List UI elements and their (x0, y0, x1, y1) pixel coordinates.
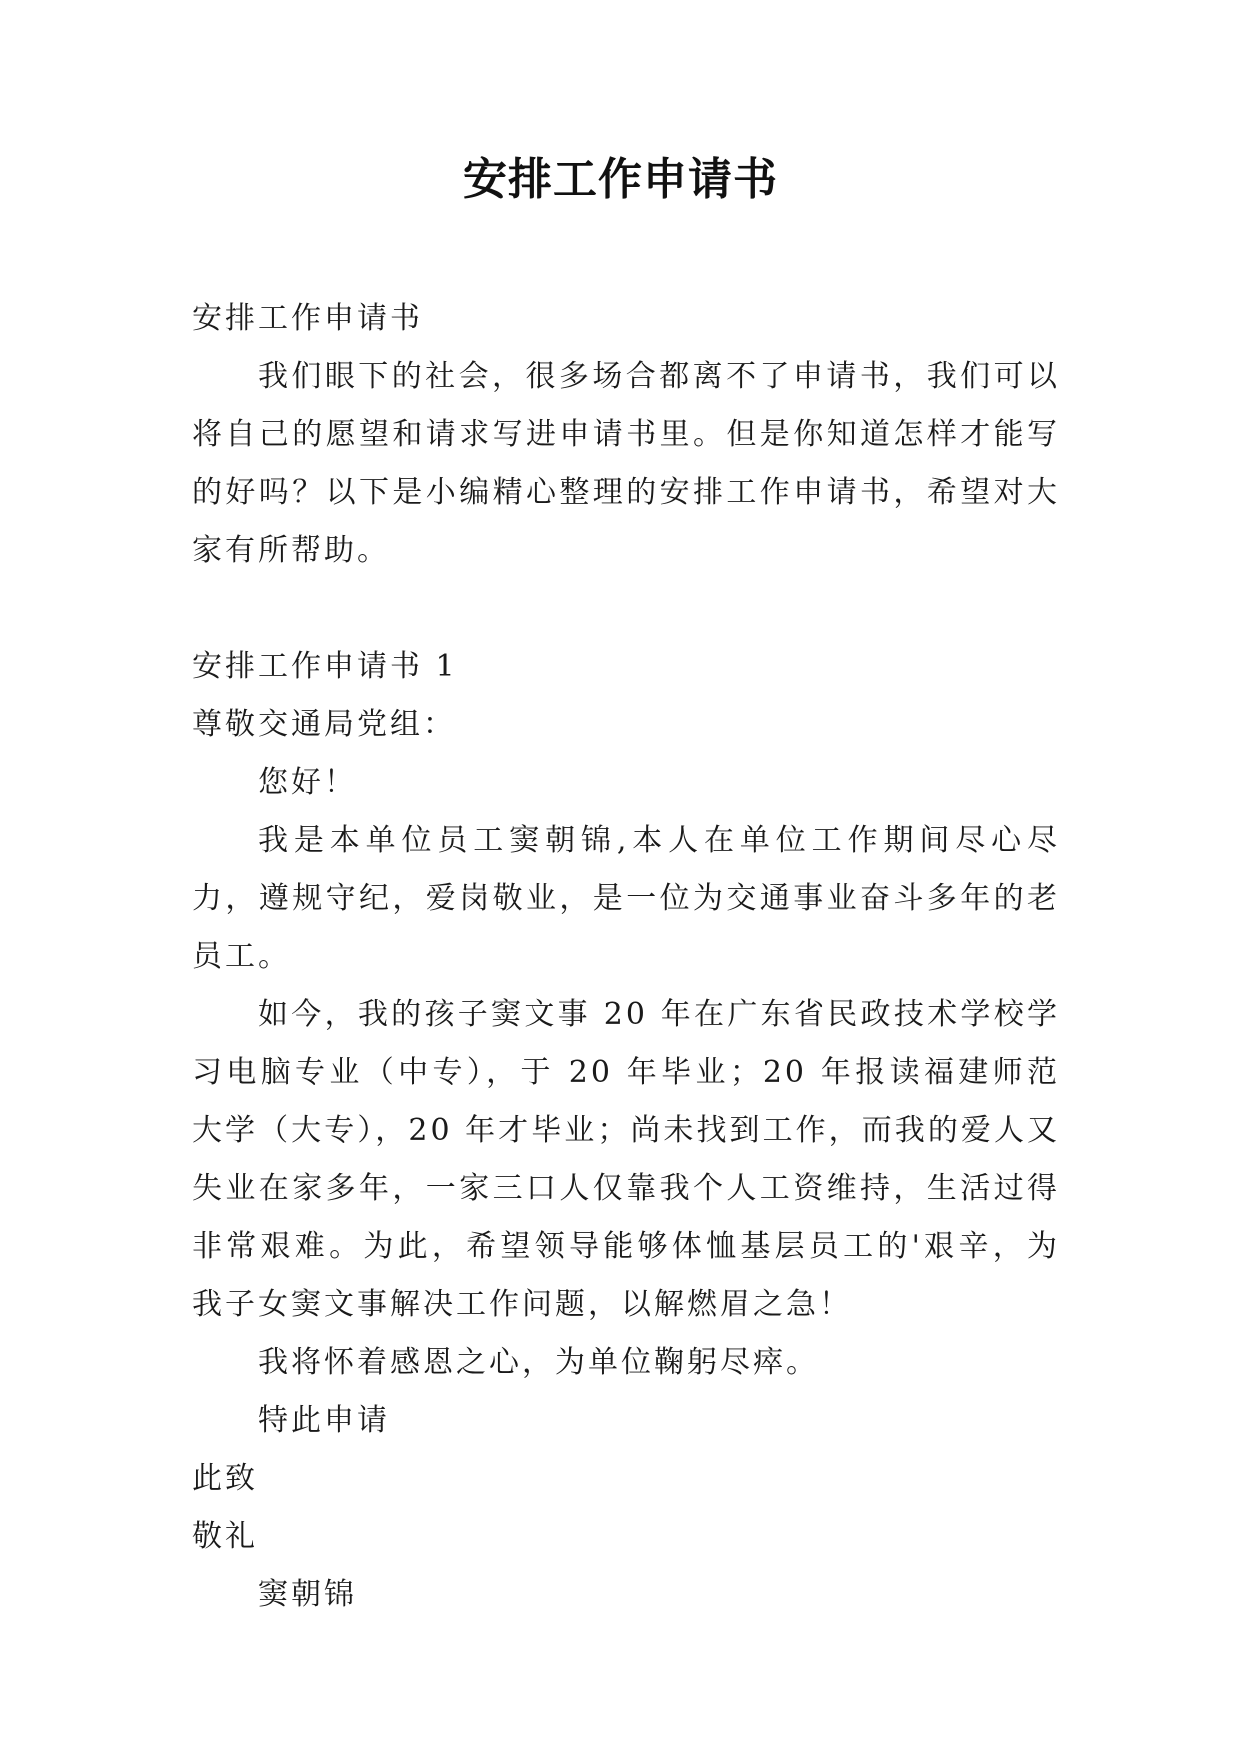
section-heading: 安排工作申请书 1 (192, 649, 458, 684)
greeting: 您好！ (258, 765, 357, 800)
signature: 窦朝锦 (258, 1577, 357, 1612)
body-paragraph-2: 如今，我的孩子窦文事 20 年在广东省民政技术学校学习电脑专业（中专），于 20 年毕业；20 年报读福建师范大学（大专），20 年才毕业；尚未找到工作，而我的爱人又失业在家多年，一家三口人仅靠我个人工资维持，生活过得非常艰难。为此，希望领导能够体恤基层员工的'艰辛，为我子女窦文事解决工作问题，以解燃眉之急！ (192, 997, 1060, 1322)
document-title: 安排工作申请书 (463, 154, 778, 205)
closing-request: 特此申请 (258, 1403, 390, 1438)
body-paragraph-1: 我是本单位员工窦朝锦,本人在单位工作期间尽心尽力，遵规守纪，爱岗敬业，是一位为交通事业奋斗多年的老员工。 (192, 823, 1060, 974)
closing-line-2: 敬礼 (192, 1519, 258, 1554)
salutation: 尊敬交通局党组： (192, 707, 456, 742)
document-body (192, 290, 1060, 1624)
paragraph-spacer (192, 580, 1060, 638)
intro-paragraph: 我们眼下的社会，很多场合都离不了申请书，我们可以将自己的愿望和请求写进申请书里。但是你知道怎样才能写的好吗？以下是小编精心整理的安排工作申请书，希望对大家有所帮助。 (192, 359, 1060, 568)
body-paragraph-3: 我将怀着感恩之心，为单位鞠躬尽瘁。 (258, 1345, 819, 1380)
document-subtitle: 安排工作申请书 (192, 301, 423, 336)
closing-line-1: 此致 (192, 1461, 258, 1496)
